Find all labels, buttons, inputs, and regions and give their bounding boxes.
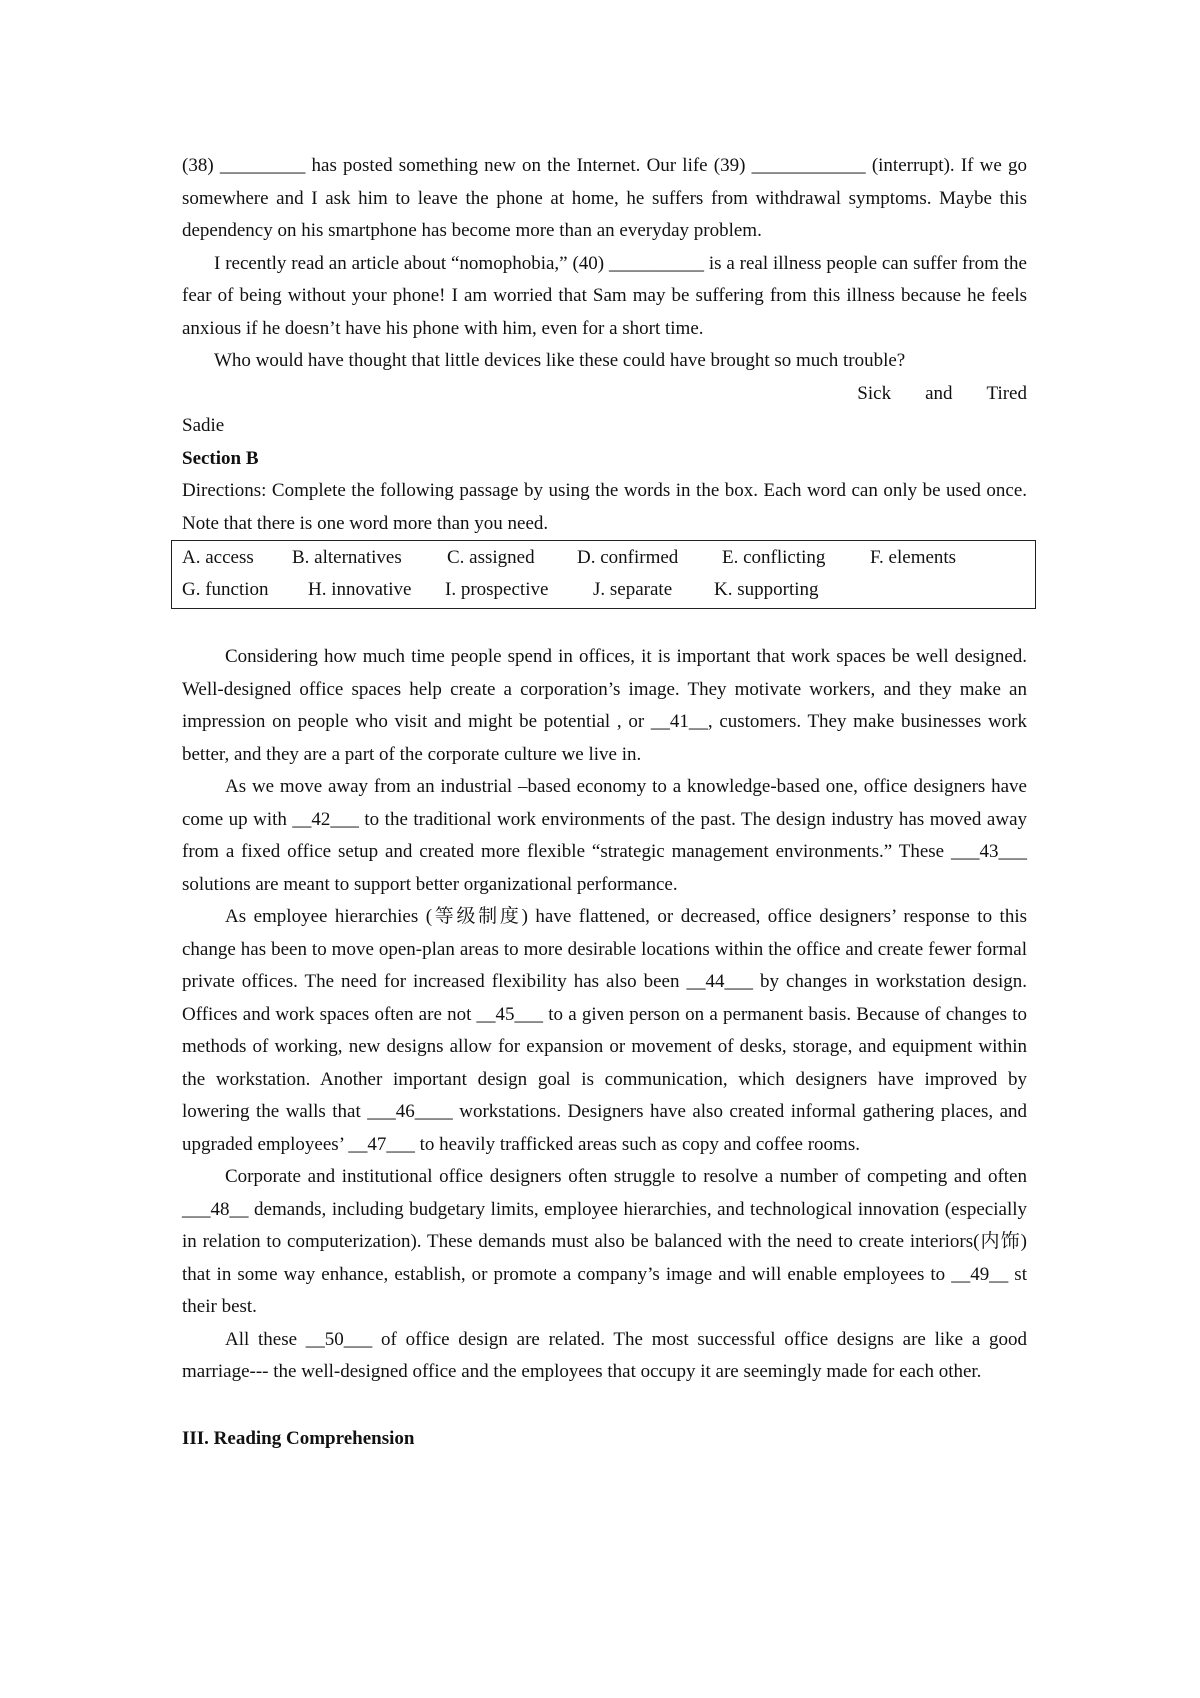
word-option: F. elements xyxy=(870,547,957,568)
letter-signature-line xyxy=(182,378,1027,411)
letter-paragraph-3: Who would have thought that little devices like these could have brought so much trouble? xyxy=(214,350,906,371)
passage-paragraph-4: Corporate and institutional office designers often struggle to resolve a number of competing and often ___48__ demands, including budgetary limits, employee hierarchies, and technological innovation (especially in relation to computerization). These demands must also be balanced with the need to create interiors(内饰) that in some way enhance, establish, or promote a company’s image and will enable employees to __49__ st their best. xyxy=(182,1166,1027,1317)
passage-paragraph-2: As we move away from an industrial –based economy to a knowledge-based one, office designers have come up with __42___ to the traditional work environments of the past. The design industry has moved away from a fixed office setup and created more flexible “strategic management environments.” These ___43___ solutions are meant to support better organizational performance. xyxy=(182,776,1027,895)
word-option: C. assigned xyxy=(447,547,535,568)
letter-paragraph-1: (38) _________ has posted something new on the Internet. Our life (39) ____________ (interrupt). If we go somewhere and I ask him to leave the phone at home, he suffers from withdrawal symptoms. Maybe this dependency on his smartphone has become more than an everyday problem. xyxy=(182,155,1027,241)
word-option: K. supporting xyxy=(714,579,819,600)
section-b-directions: Directions: Complete the following passage by using the words in the box. Each word can only be used once. Note that there is one word more than you need. xyxy=(182,480,1027,534)
passage-paragraph-1: Considering how much time people spend in offices, it is important that work spaces be well designed. Well-designed office spaces help create a corporation’s image. They motivate workers, and they make an impression on people who visit and might be potential , or __41__, customers. They make businesses work better, and they are a part of the corporate culture we live in. xyxy=(182,646,1027,765)
signature-word: and xyxy=(925,382,953,404)
section-iii-heading: III. Reading Comprehension xyxy=(182,1427,415,1449)
word-option: I. prospective xyxy=(445,579,549,600)
passage-paragraph-5: All these __50___ of office design are related. The most successful office designs are like a good marriage--- the well-designed office and the employees that occupy it are seemingly made for each other. xyxy=(182,1328,1027,1382)
word-option: G. function xyxy=(182,579,269,600)
signature-word: Sick xyxy=(857,382,892,404)
section-b-heading: Section B xyxy=(182,447,259,469)
passage-paragraph-3: As employee hierarchies (等级制度) have flattened, or decreased, office designers’ response to this change has been to move open-plan areas to more desirable locations within the office and create fewer formal private offices. The need for increased flexibility has also been __44___ by changes in workstation design. Offices and work spaces often are not __45___ to a given person on a permanent basis. Because of changes to methods of working, new designs allow for expansion or movement of desks, storage, and equipment within the workstation. Another important design goal is communication, which designers have improved by lowering the walls that ___46____ workstations. Designers have also created informal gathering places, and upgraded employees’ __47___ to heavily trafficked areas such as copy and coffee rooms. xyxy=(182,906,1027,1155)
word-option: E. conflicting xyxy=(722,547,826,568)
letter-paragraph-2: I recently read an article about “nomophobia,” (40) __________ is a real illness people can suffer from the fear of being without your phone! I am worried that Sam may be suffering from this illness because he feels anxious if he doesn’t have his phone with him, even for a short time. xyxy=(182,252,1027,339)
document-page xyxy=(182,150,1027,1455)
signature-word: Tired xyxy=(986,382,1027,404)
letter-signature-name: Sadie xyxy=(182,415,225,436)
word-option: A. access xyxy=(182,547,254,568)
word-box-row-1 xyxy=(182,542,1035,574)
word-option: D. confirmed xyxy=(577,547,679,568)
word-option: J. separate xyxy=(593,579,673,600)
word-box-row-2 xyxy=(182,574,1035,606)
word-box xyxy=(171,540,1036,609)
word-option: H. innovative xyxy=(308,579,412,600)
word-option: B. alternatives xyxy=(292,547,402,568)
